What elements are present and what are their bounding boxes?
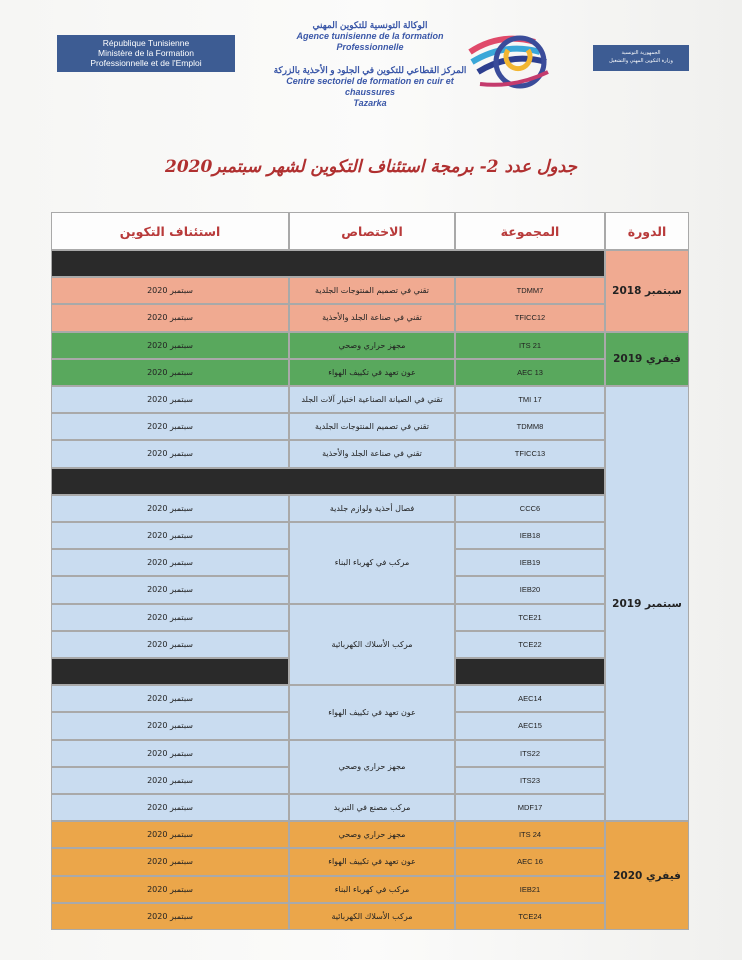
separator-row xyxy=(51,468,605,495)
specialty-cell-merged: عون تعهد في تكييف الهواء xyxy=(289,685,455,739)
group-cell: ITS 21 xyxy=(455,332,605,359)
header-resume: استئناف التكوين xyxy=(51,212,289,250)
specialty-cell: مجهز حراري وصحي xyxy=(289,332,455,359)
resume-cell: سبتمبر 2020 xyxy=(51,740,289,767)
group-cell: ITS 24 xyxy=(455,821,605,848)
header-session: الدورة xyxy=(605,212,689,250)
agency-header xyxy=(270,20,470,109)
resume-cell: سبتمبر 2020 xyxy=(51,386,289,413)
resume-cell: سبتمبر 2020 xyxy=(51,712,289,739)
specialty-cell: تقني في صناعة الجلد والأحذية xyxy=(289,304,455,331)
group-cell: TCE24 xyxy=(455,903,605,930)
banner-line-3: Professionnelle et de l'Emploi xyxy=(90,58,202,68)
specialty-cell: فصال أحذية ولوازم جلدية xyxy=(289,495,455,522)
resume-cell: سبتمبر 2020 xyxy=(51,576,289,603)
group-cell: AEC14 xyxy=(455,685,605,712)
group-cell: MDF17 xyxy=(455,794,605,821)
resume-cell: سبتمبر 2020 xyxy=(51,903,289,930)
separator-row xyxy=(51,250,605,277)
session-cell: سبتمبر 2019 xyxy=(605,386,689,821)
resume-cell: سبتمبر 2020 xyxy=(51,495,289,522)
resume-cell: سبتمبر 2020 xyxy=(51,604,289,631)
ministry-banner xyxy=(593,45,689,71)
center-name-fr: Centre sectoriel de formation en cuir et chaussures xyxy=(286,76,454,97)
specialty-cell: تقني في تصميم المنتوجات الجلدية xyxy=(289,413,455,440)
group-cell: IEB20 xyxy=(455,576,605,603)
group-cell: TCE21 xyxy=(455,604,605,631)
resume-cell: سبتمبر 2020 xyxy=(51,821,289,848)
group-cell: AEC 13 xyxy=(455,359,605,386)
group-cell: IEB18 xyxy=(455,522,605,549)
specialty-cell: تقني في صناعة الجلد والأحذية xyxy=(289,440,455,467)
specialty-cell-merged: مركب الأسلاك الكهربائية xyxy=(289,604,455,686)
specialty-cell: تقني في الصيانة الصناعية اختيار آلات الجلد xyxy=(289,386,455,413)
session-cell: فيفري 2019 xyxy=(605,332,689,386)
schedule-table xyxy=(51,212,689,930)
group-cell: TFICC12 xyxy=(455,304,605,331)
republic-banner xyxy=(57,35,235,72)
banner-line-2: Ministère de la Formation xyxy=(98,48,194,58)
group-cell: CCC6 xyxy=(455,495,605,522)
group-cell: TDMM8 xyxy=(455,413,605,440)
resume-cell: سبتمبر 2020 xyxy=(51,848,289,875)
ministry-line-2: وزارة التكوين المهني والتشغيل xyxy=(609,58,673,64)
center-name-fr-2: Tazarka xyxy=(353,98,387,108)
specialty-cell: مركب الأسلاك الكهربائية xyxy=(289,903,455,930)
group-cell: ITS23 xyxy=(455,767,605,794)
resume-cell: سبتمبر 2020 xyxy=(51,277,289,304)
resume-cell: سبتمبر 2020 xyxy=(51,304,289,331)
specialty-cell-merged: مركب في كهرباء البناء xyxy=(289,522,455,604)
agency-logo-icon xyxy=(460,22,555,94)
specialty-cell-merged: مجهز حراري وصحي xyxy=(289,740,455,794)
group-cell: TDMM7 xyxy=(455,277,605,304)
agency-name-fr: Agence tunisienne de la formation xyxy=(296,31,444,41)
resume-cell: سبتمبر 2020 xyxy=(51,522,289,549)
specialty-cell: مجهز حراري وصحي xyxy=(289,821,455,848)
resume-cell: سبتمبر 2020 xyxy=(51,549,289,576)
resume-cell: سبتمبر 2020 xyxy=(51,876,289,903)
session-cell: سبتمبر 2018 xyxy=(605,250,689,332)
separator-row xyxy=(51,658,289,685)
group-cell: IEB21 xyxy=(455,876,605,903)
center-name-ar: المركز القطاعي للتكوين في الجلود و الأحذية بالزركة xyxy=(273,65,467,75)
document-title: جدول عدد 2- برمجة استئناف التكوين لشهر سبتمبر2020 xyxy=(164,157,578,177)
specialty-cell: مركب في كهرباء البناء xyxy=(289,876,455,903)
resume-cell: سبتمبر 2020 xyxy=(51,631,289,658)
agency-name-ar: الوكالة التونسية للتكوين المهني xyxy=(312,20,428,30)
resume-cell: سبتمبر 2020 xyxy=(51,413,289,440)
session-cell: فيفري 2020 xyxy=(605,821,689,930)
specialty-cell: تقني في تصميم المنتوجات الجلدية xyxy=(289,277,455,304)
resume-cell: سبتمبر 2020 xyxy=(51,359,289,386)
banner-line-1: République Tunisienne xyxy=(102,38,190,48)
resume-cell: سبتمبر 2020 xyxy=(51,794,289,821)
resume-cell: سبتمبر 2020 xyxy=(51,767,289,794)
group-cell: TCE22 xyxy=(455,631,605,658)
specialty-cell: عون تعهد في تكييف الهواء xyxy=(289,848,455,875)
ministry-line-1: الجمهورية التونسية xyxy=(621,50,661,56)
group-cell: IEB19 xyxy=(455,549,605,576)
specialty-cell: عون تعهد في تكييف الهواء xyxy=(289,359,455,386)
resume-cell: سبتمبر 2020 xyxy=(51,440,289,467)
separator-row xyxy=(455,658,605,685)
specialty-cell: مركب مصنع في التبريد xyxy=(289,794,455,821)
group-cell: TMI 17 xyxy=(455,386,605,413)
group-cell: TFICC13 xyxy=(455,440,605,467)
group-cell: ITS22 xyxy=(455,740,605,767)
resume-cell: سبتمبر 2020 xyxy=(51,685,289,712)
header-group: المجموعة xyxy=(455,212,605,250)
header-specialty: الاختصاص xyxy=(289,212,455,250)
group-cell: AEC15 xyxy=(455,712,605,739)
resume-cell: سبتمبر 2020 xyxy=(51,332,289,359)
group-cell: AEC 16 xyxy=(455,848,605,875)
agency-name-fr-2: Professionnelle xyxy=(336,42,404,52)
